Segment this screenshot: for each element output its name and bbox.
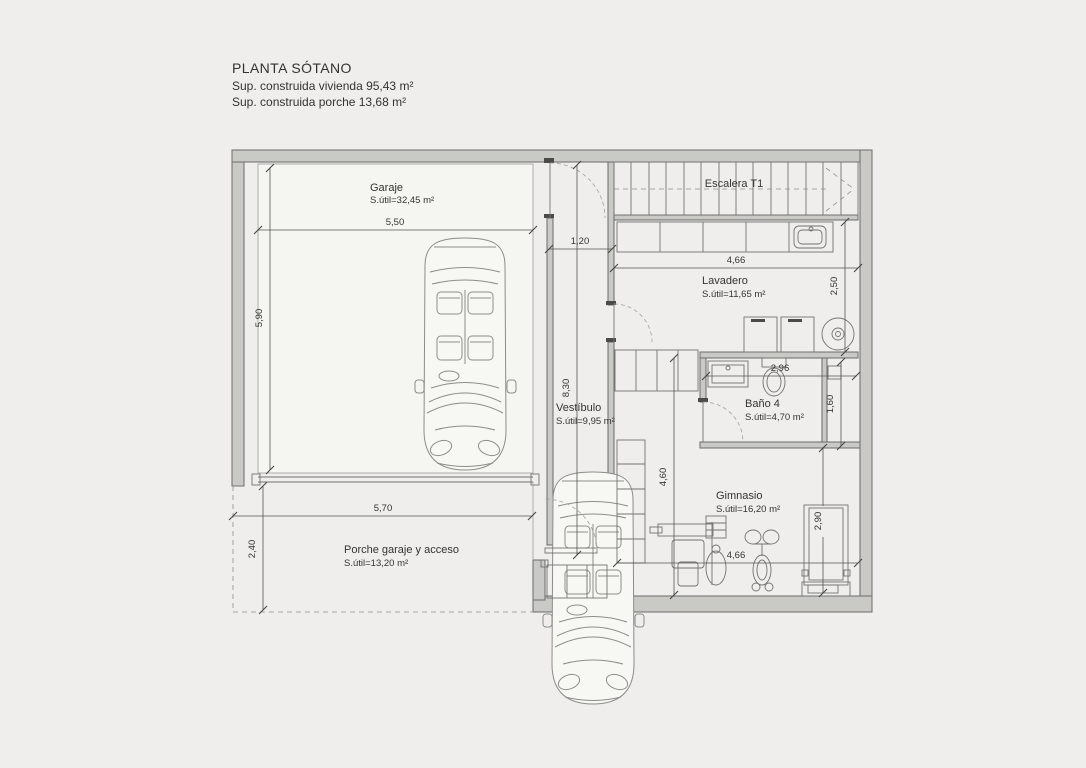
treadmill-icon [802,505,850,596]
weight-machine-icon [650,516,726,586]
dim-gimnasio-ancho: 4,66 [726,550,746,561]
vanity-basin [712,365,744,383]
dim-lavadero-fondo: 2,50 [829,276,840,296]
lavadero-counter [617,222,833,252]
sink-icon [794,226,826,248]
room-lavadero [617,222,854,352]
garage-door-end [531,474,539,485]
dim-porche-fondo: 2,40 [247,539,258,559]
car-2-icon [415,238,516,470]
door-arc-garage [550,163,605,218]
boiler-center [836,332,841,337]
dim-cinta: 2,90 [813,511,824,531]
wall-right [860,150,872,612]
jamb [544,214,554,218]
dim-fondo-total: 8,30 [561,378,572,398]
washing-machine-1-icon [744,317,777,352]
dim-garaje-ancho: 5,50 [385,217,405,228]
washer-controls [788,319,802,322]
wall-corridor-upper [608,162,614,305]
jamb [606,338,616,342]
room-label-gimnasio: Gimnasio [716,490,763,502]
room-label-garaje: Garaje [370,182,404,194]
room-label-porche: Porche garaje y acceso [344,544,459,556]
room-area-garaje: S.útil=32,45 m² [370,195,435,206]
jamb [544,158,554,163]
counter-divisions [660,222,789,252]
washer-controls [751,319,765,322]
dim-paso: 1,20 [570,236,590,247]
jamb [698,398,708,402]
stairs-direction-arrow [826,168,854,211]
dim-porche-ancho: 5,70 [373,503,393,514]
door-arc-bano [703,402,743,442]
room-area-vestibulo: S.útil=9,95 m² [556,416,615,427]
title-sub-porche: Sup. construida porche 13,68 m² [232,94,407,109]
boiler-icon [822,318,854,350]
wall-garage-right [547,218,553,545]
vanity-faucet [726,366,730,370]
room-area-gimnasio: S.útil=16,20 m² [716,504,781,515]
exercise-bike-icon [745,530,779,591]
wall-left [232,162,244,486]
room-area-bano: S.útil=4,70 m² [745,412,804,423]
wall-porch-step [533,560,545,600]
toilet-seat [767,372,781,392]
dim-bano-ancho: 2,96 [770,363,790,374]
room-label-vestibulo: Vestíbulo [556,402,602,414]
dim-gimnasio-fondo: 4,60 [658,467,669,487]
closet-top-divisions [636,350,678,391]
page-title: PLANTA SÓTANO [232,60,352,76]
room-gimnasio [650,490,850,596]
title-sub-vivienda: Sup. construida vivienda 95,43 m² [232,79,414,93]
sink-basin [798,230,822,244]
boiler-inner [832,328,844,340]
room-label-lavadero: Lavadero [702,275,748,287]
car-1-icon [543,472,644,704]
closet-top [615,350,698,391]
dim-garaje-fondo: 5,90 [254,308,265,328]
door-arc-lavadero [614,304,652,342]
wall-lavadero-bottom [700,352,858,358]
room-label-escalera: Escalera T1 [704,178,764,190]
wall-bano-left [700,358,706,402]
room-label-bano: Baño 4 [745,398,780,410]
room-escalera [614,162,858,215]
dim-armario-fondo: 1,60 [825,394,836,414]
wall-bano-bottom [700,442,860,448]
washing-machine-2-icon [781,317,814,352]
dim-lavadero-ancho: 4,66 [726,255,746,266]
wall-stairs-bottom [614,215,858,220]
shaft-icon [828,366,841,379]
room-area-lavadero: S.útil=11,65 m² [702,289,766,300]
garage-door-end [252,474,260,485]
room-area-porche: S.útil=13,20 m² [344,558,409,569]
